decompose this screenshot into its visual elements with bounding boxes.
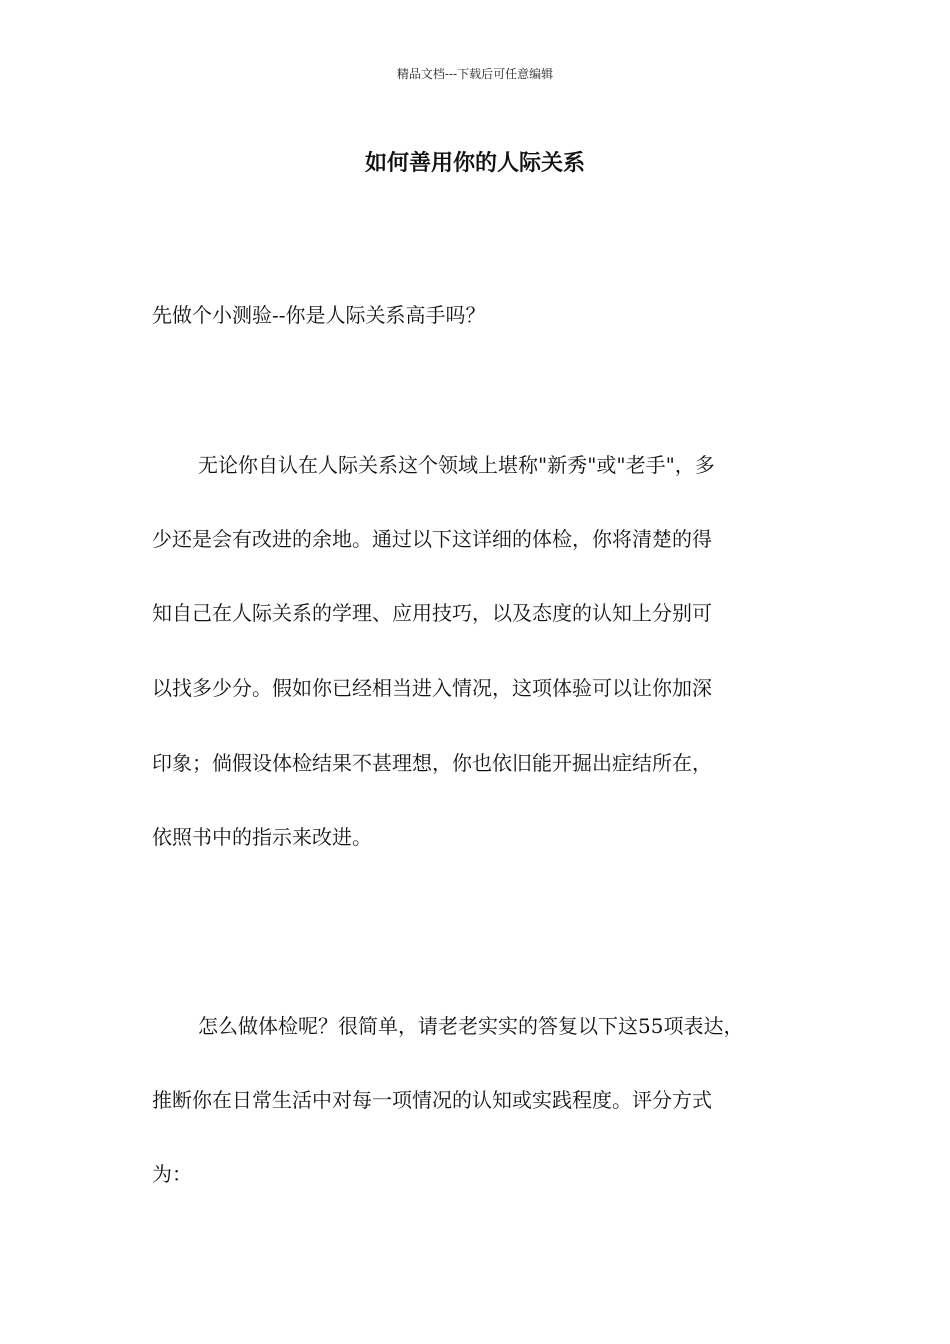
page-header: 精品文档---下载后可任意编辑 bbox=[396, 67, 554, 81]
paragraph1-line-5: 印象；倘假设体检结果不甚理想，你也依旧能开掘出症结所在， bbox=[152, 751, 712, 775]
paragraph1-line-1: 无论你自认在人际关系这个领域上堪称"新秀"或"老手"，多 bbox=[198, 453, 715, 477]
paragraph2-line-1: 怎么做体检呢？很简单，请老老实实的答复以下这55项表达， bbox=[198, 1014, 744, 1038]
paragraph2-line-2: 推断你在日常生活中对每一项情况的认知或实践程度。评分方式 bbox=[152, 1088, 712, 1112]
paragraph1-line-4: 以找多少分。假如你已经相当进入情况，这项体验可以让你加深 bbox=[152, 676, 712, 700]
document-title: 如何善用你的人际关系 bbox=[364, 150, 585, 176]
paragraph2-line-3: 为： bbox=[152, 1162, 192, 1186]
paragraph1-line-2: 少还是会有改进的余地。通过以下这详细的体检，你将清楚的得 bbox=[152, 527, 712, 551]
paragraph1-line-3: 知自己在人际关系的学理、应用技巧，以及态度的认知上分别可 bbox=[152, 601, 712, 625]
paragraph1-line-6: 依照书中的指示来改进。 bbox=[152, 825, 372, 849]
intro-line: 先做个小测验--你是人际关系高手吗？ bbox=[152, 303, 486, 327]
